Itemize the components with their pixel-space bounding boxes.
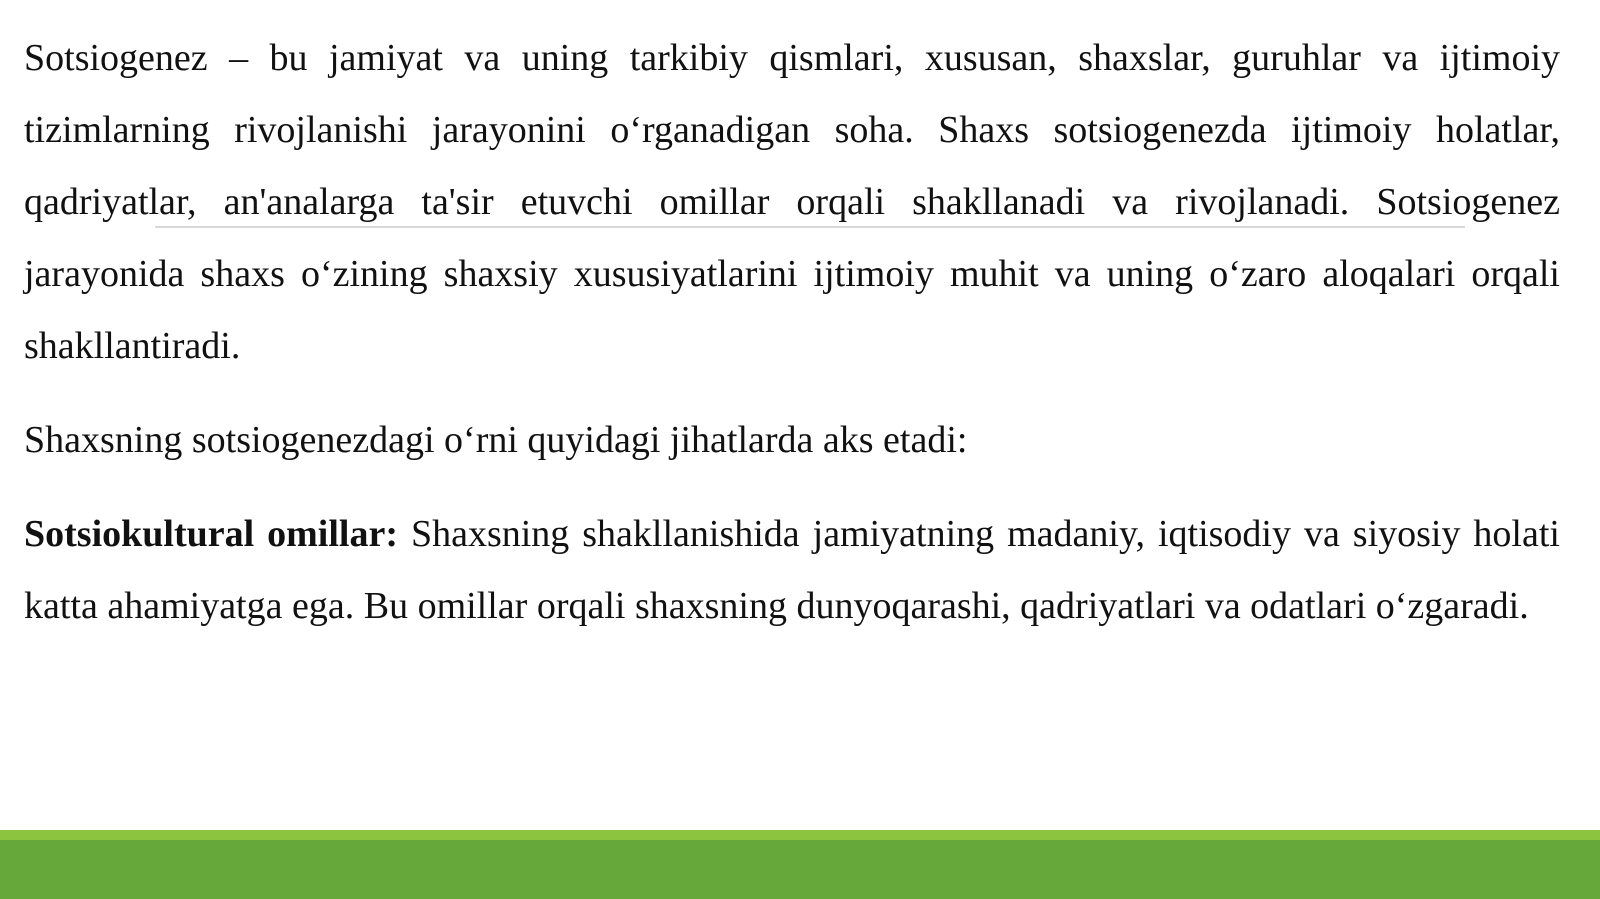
intro-paragraph (24, 22, 1560, 382)
aspects-intro-text: Shaxsning sotsiogenezdagi o‘rni quyidagi jihatlarda aks etadi: (24, 419, 968, 461)
divider-line (155, 226, 1465, 228)
slide-content (24, 22, 1560, 642)
footer-bar-highlight (0, 830, 1600, 840)
sociocultural-factors-heading: Sotsiokultural omillar: (24, 513, 398, 555)
sociocultural-factors-paragraph (24, 498, 1560, 642)
aspects-intro-paragraph (24, 404, 1560, 476)
sociocultural-factors-text: Shaxsning shakllanishida jamiyatning madaniy, iqtisodiy va siyosiy holati katta ahamiyatga ega. Bu omillar orqali shaxsning dunyoqarashi, qadriyatlari va odatlari o‘zgaradi. (24, 513, 1560, 627)
intro-paragraph-text: Sotsiogenez – bu jamiyat va uning tarkibiy qismlari, xususan, shaxslar, guruhlar va ijtimoiy tizimlarning rivojlanishi jarayonini o‘rganadigan soha. Shaxs sotsiogenezda ijtimoiy holatlar, qadriyatlar, an'analarga ta'sir etuvchi omillar orqali shakllanadi va rivojlanadi. Sotsiogenez jarayonida shaxs o‘zining shaxsiy xususiyatlarini ijtimoiy muhit va uning o‘zaro aloqalari orqali shakllantiradi. (24, 37, 1560, 367)
footer-bar (0, 830, 1600, 899)
